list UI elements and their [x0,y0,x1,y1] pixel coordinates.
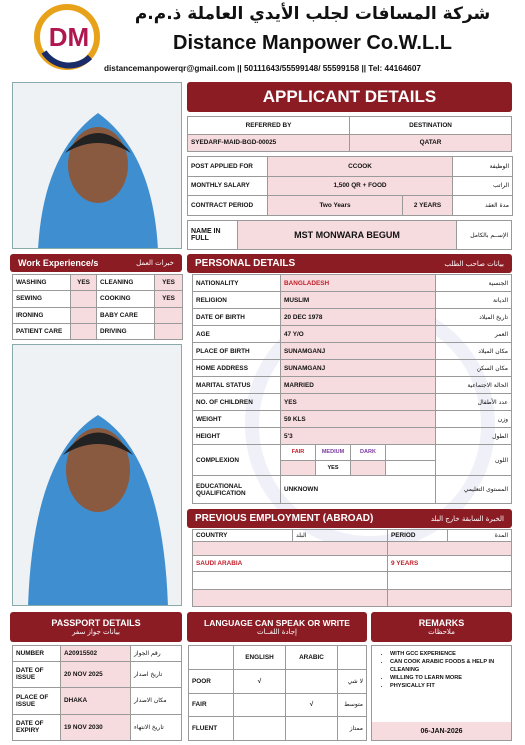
field-label-arabic: الطول [436,428,512,445]
field-label-arabic: تاريخ الانتهاء [131,714,182,741]
skill-label: CLEANING [97,275,155,291]
skill-label: SEWING [13,291,71,307]
personal-row [193,411,512,428]
passport-row [13,714,182,741]
personal-row [193,476,512,504]
skill-value [71,307,97,323]
logo-letters: DM [48,22,90,52]
skill-value: YES [155,291,183,307]
work-experience-row [13,275,183,291]
contact-line: distancemanpowerqr@gmail.com || 50111643/55599148/ 55599158 || Tel: 44164607 [104,64,421,73]
remark-item: • WILLING TO LEARN MORE [390,674,505,682]
applicant-photo-full [12,344,182,606]
field-label-arabic: مكان السكن [436,360,512,377]
skill-value [71,291,97,307]
remarks-banner: REMARKS ملاحظات [371,612,512,642]
field-value: SUNAMGANJ [281,343,436,360]
skill-value [71,323,97,339]
skill-label: PATIENT CARE [13,323,71,339]
field-value: 20 DEC 1978 [281,309,436,326]
field-value: MARRIED [281,377,436,394]
field-label-arabic: عدد الأطفال [436,394,512,411]
field-value: UNKNOWN [281,476,436,504]
job-table: POST APPLIED FOR CCOOK الوظيفة MONTHLY SALARY 1,500 QR + FOOD الراتب CONTRACT PERIOD Two Years 2 YEARS مدة العقد [187,156,512,216]
field-label-arabic: تاريخ الميلاد [436,309,512,326]
personal-row [193,360,512,377]
field-label: DATE OF ISSUE [13,661,61,687]
applicant-details-title: APPLICANT DETAILS [187,82,512,112]
field-label: AGE [193,326,281,343]
field-value: 20 NOV 2025 [61,661,131,687]
skill-label: COOKING [97,291,155,307]
field-label-arabic: مكان الميلاد [436,343,512,360]
skill-value: YES [71,275,97,291]
field-label: HOME ADDRESS [193,360,281,377]
field-value: 47 Y/O [281,326,436,343]
personal-row [193,326,512,343]
field-label: DATE OF EXPIRY [13,714,61,741]
previous-employment-banner: PREVIOUS EMPLOYMENT (ABROAD) الخبرة السابقة خارج البلد [187,509,512,528]
skill-label: BABY CARE [97,307,155,323]
skill-label: DRIVING [97,323,155,339]
field-value: MUSLIM [281,292,436,309]
field-label-arabic: رقم الجواز [131,646,182,662]
work-experience-row [13,291,183,307]
passport-banner: PASSPORT DETAILS بيانات جواز سفر [10,612,182,642]
remark-item: • WITH GCC EXPERIENCE [390,650,505,658]
applicant-photo-portrait [12,82,182,249]
field-label: HEIGHT [193,428,281,445]
skill-value [155,307,183,323]
field-label: NO. OF CHILDREN [193,394,281,411]
referral-table: REFERRED BY DESTINATION SYEDARF-MAID-BGD-00025 QATAR [187,116,512,152]
field-label-arabic: وزن [436,411,512,428]
field-label: NATIONALITY [193,275,281,292]
field-label: MARITAL STATUS [193,377,281,394]
personal-row [193,343,512,360]
field-value: SUNAMGANJ [281,360,436,377]
personal-details-banner: PERSONAL DETAILS بيانات صاحب الطلب [187,254,512,273]
language-table: ENGLISH ARABIC POOR √ لا شي FAIR √ متوسط FLUENT ممتاز [188,645,367,741]
field-label-arabic: المستوى التعليمي [436,476,512,504]
personal-row [193,309,512,326]
remark-item: • PHYSICALLY FIT [390,682,505,690]
company-name-english: Distance Manpower Co.W.L.L [173,32,452,54]
company-logo [32,2,106,72]
field-label-arabic: مكان الاصدار [131,688,182,714]
remark-item: • CAN COOK ARABIC FOODS & HELP IN CLEANING [390,658,505,674]
field-value: BANGLADESH [281,275,436,292]
field-label-arabic: العمر [436,326,512,343]
field-value: YES [281,394,436,411]
field-label-arabic: الجنسية [436,275,512,292]
skill-label: IRONING [13,307,71,323]
work-experience-row [13,307,183,323]
field-value: DHAKA [61,688,131,714]
passport-table [12,645,182,741]
company-name-arabic: شركة المسافات لجلب الأيدي العاملة ذ.م.م [134,4,491,24]
previous-employment-table: COUNTRY البلد PERIOD المدة SAUDI ARABIA 9 YEARS [192,529,512,607]
personal-row [193,275,512,292]
field-label: DATE OF BIRTH [193,309,281,326]
letterhead [0,0,525,80]
work-experience-row [13,323,183,339]
personal-row [193,394,512,411]
field-label: PLACE OF BIRTH [193,343,281,360]
complexion-row: COMPLEXION FAIR MEDIUM DARK اللون [193,445,512,460]
passport-row [13,661,182,687]
field-label: WEIGHT [193,411,281,428]
personal-row [193,377,512,394]
field-label-arabic: تاريخ اصدار [131,661,182,687]
field-label: RELIGION [193,292,281,309]
remarks-date: 06-JAN-2026 [372,722,511,740]
field-label: EDUCATIONAL QUALIFICATION [193,476,281,504]
personal-row [193,428,512,445]
skill-value: YES [155,275,183,291]
work-experience-table [12,274,182,340]
name-table: NAME IN FULL MST MONWARA BEGUM الإســم بالكامل [187,220,512,250]
remarks-box [371,645,512,741]
field-label: COMPLEXION [193,445,281,476]
skill-value [155,323,183,339]
field-label: PLACE OF ISSUE [13,688,61,714]
language-banner: LANGUAGE CAN SPEAK OR WRITE إجادة اللغــات [187,612,367,642]
field-value: 19 NOV 2030 [61,714,131,741]
personal-row [193,292,512,309]
work-experience-banner: Work Experience/s خبرات العمل [10,254,182,272]
personal-details-table: NATIONALITY BANGLADESH الجنسية RELIGION MUSLIM الديانة DATE OF BIRTH 20 DEC 1978 تاريخ الميلاد AGE 47 Y/O العمر PLACE OF BIRTH SUNAMGANJ مكان الميلاد HOME ADDRESS SUNAMGANJ مكان السكن MARITAL STATUS MARRIED الحالة الاجتماعية NO. OF CHILDREN YES عدد الأطفال WEIGHT 59 KLS وزن HEIGHT 5'3 الطول COMPLEXION FAIR MEDIUM DARK اللون YES EDUCATIONAL QUALIFICATION UNKNOWN المستوى التعليمي [192,274,512,504]
field-value: 5'3 [281,428,436,445]
skill-label: WASHING [13,275,71,291]
field-value: 59 KLS [281,411,436,428]
passport-row [13,688,182,714]
field-value: A20915502 [61,646,131,662]
field-label-arabic: الحالة الاجتماعية [436,377,512,394]
field-label: NUMBER [13,646,61,662]
field-label-arabic: الديانة [436,292,512,309]
passport-row [13,646,182,662]
